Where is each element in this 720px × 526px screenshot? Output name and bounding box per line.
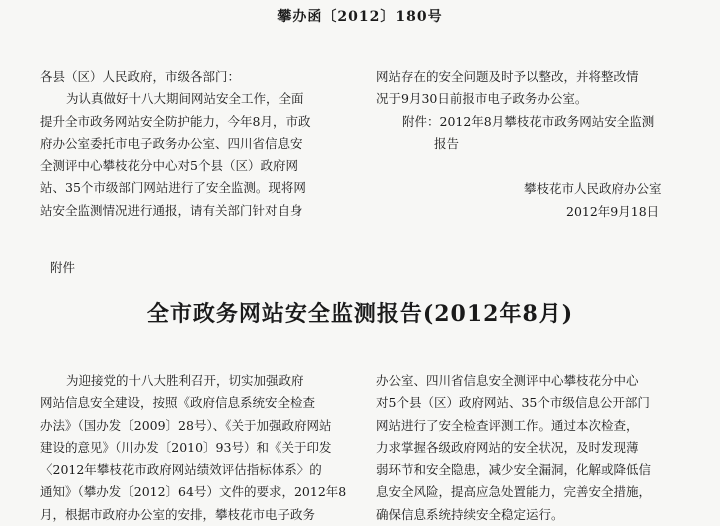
letter-line: 况于9月30日前报市电子政务办公室。 <box>376 91 588 107</box>
letter-line: 提升全市政务网站安全防护能力，今年8月，市政 <box>40 113 311 129</box>
signature-date: 2012年9月18日 <box>566 204 660 219</box>
report-right-column <box>376 370 692 526</box>
report-line: 建设的意见》（川办发〔2010〕93号）和《关于印发 <box>40 439 332 455</box>
report-line: 力求掌握各级政府网站的安全状况，及时发现薄 <box>376 439 639 455</box>
letter-right-column <box>376 66 692 155</box>
report-left-column <box>40 370 358 526</box>
report-line: 月，根据市政府办公室的安排，攀枝花市电子政务 <box>40 506 316 522</box>
attachment-name-cont: 报告 <box>434 135 460 151</box>
report-title: 全市政务网站安全监测报告(2012年8月) <box>146 301 574 327</box>
report-line: 为迎接党的十八大胜利召开，切实加强政府 <box>66 373 304 388</box>
signature-organization: 攀枝花市人民政府办公室 <box>524 181 662 196</box>
letter-line: 站、35个市级部门网站进行了安全监测。现将网 <box>40 180 306 196</box>
annex-label: 附件 <box>50 260 76 275</box>
report-line: 〈2012年攀枝花市政府网站绩效评估指标体系〉的 <box>40 462 322 478</box>
report-line: 网站信息安全建设，按照《政府信息系统安全检查 <box>40 395 316 411</box>
report-line: 弱环节和安全隐患，减少安全漏洞，化解或降低信 <box>376 462 652 478</box>
report-line: 确保信息系统持续安全稳定运行。 <box>376 506 564 522</box>
letter-line: 网站存在的安全问题及时予以整改，并将整改情 <box>376 69 639 84</box>
report-line: 息安全风险，提高应急处置能力，完善安全措施， <box>376 484 652 500</box>
letter-line: 站安全监测情况进行通报，请有关部门针对自身 <box>40 202 303 218</box>
report-line: 办法》（国办发〔2009〕28号）、《关于加强政府网站 <box>40 417 332 433</box>
report-line: 对5个县（区）政府网站、35个市级信息公开部门 <box>376 395 650 411</box>
letter-left-column <box>40 66 358 222</box>
letter-line: 府办公室委托市电子政务办公室、四川省信息安 <box>40 135 303 151</box>
letter-line: 全测评中心攀枝花分中心对5个县（区）政府网 <box>40 158 298 174</box>
letter-line: 为认真做好十八大期间网站安全工作，全面 <box>66 91 304 107</box>
salutation: 各县（区）人民政府，市级各部门： <box>40 69 241 84</box>
report-line: 办公室、四川省信息安全测评中心攀枝花分中心 <box>376 373 639 388</box>
report-line: 通知》（攀办发〔2012〕64号）文件的要求，2012年8 <box>40 484 347 500</box>
attachment-label: 附件：2012年8月攀枝花市政务网站安全监测 <box>402 113 655 129</box>
document-number: 攀办函〔2012〕180号 <box>277 9 443 25</box>
report-line: 网站进行了安全检查评测工作。通过本次检查， <box>376 417 639 433</box>
